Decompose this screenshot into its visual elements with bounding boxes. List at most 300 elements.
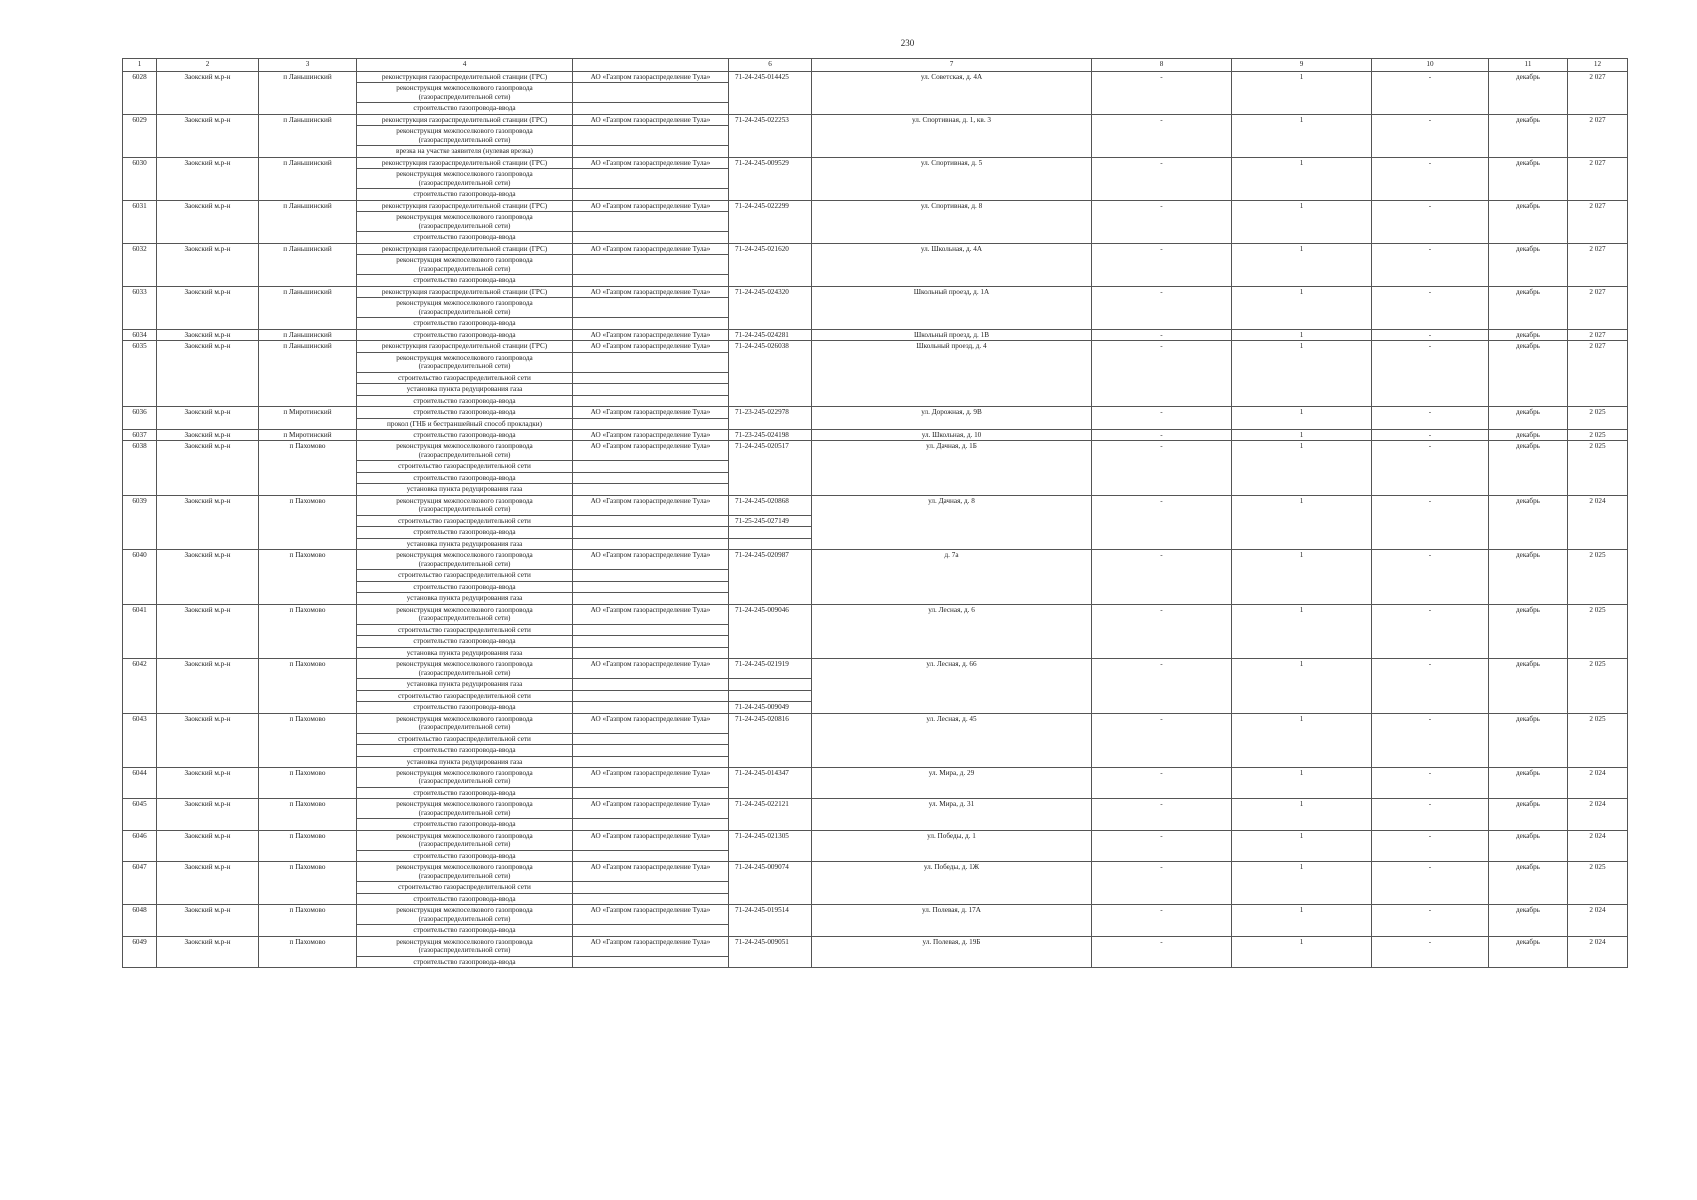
work-type-cell: строительство газопровода-ввода	[357, 745, 573, 756]
col10-cell: -	[1372, 495, 1489, 549]
col10-cell: -	[1372, 905, 1489, 936]
row-number: 6036	[123, 407, 157, 430]
code-cell: 71-24-245-019514	[729, 905, 812, 936]
work-type-cell: реконструкция межпоселкового газопровода (газораспределительной сети)	[357, 936, 573, 956]
district-cell: Заокский м.р-н	[157, 905, 259, 936]
month-cell: декабрь	[1489, 329, 1568, 340]
year-cell: 2 025	[1568, 407, 1628, 430]
month-cell: декабрь	[1489, 713, 1568, 767]
work-type-cell: установка пункта редуцирования газа	[357, 538, 573, 549]
organization-cell-empty	[573, 126, 729, 146]
month-cell: декабрь	[1489, 286, 1568, 329]
table-row	[123, 659, 1628, 679]
organization-cell-empty	[573, 83, 729, 103]
table-row	[123, 905, 1628, 925]
col10-cell: -	[1372, 659, 1489, 713]
row-number: 6042	[123, 659, 157, 713]
locality-cell: п Пахомово	[259, 713, 357, 767]
col8-cell: -	[1092, 341, 1232, 407]
year-cell: 2 025	[1568, 659, 1628, 713]
code-cell: 71-25-245-027149	[729, 515, 812, 526]
work-type-cell: реконструкция межпоселкового газопровода (газораспределительной сети)	[357, 799, 573, 819]
locality-cell: п Пахомово	[259, 830, 357, 861]
district-cell: Заокский м.р-н	[157, 407, 259, 430]
col10-cell: -	[1372, 936, 1489, 967]
month-cell: декабрь	[1489, 157, 1568, 200]
organization-cell: АО «Газпром газораспределение Тула»	[573, 243, 729, 254]
district-cell: Заокский м.р-н	[157, 799, 259, 830]
locality-cell: п Пахомово	[259, 936, 357, 967]
organization-cell-empty	[573, 103, 729, 114]
month-cell: декабрь	[1489, 799, 1568, 830]
district-cell: Заокский м.р-н	[157, 768, 259, 799]
address-cell: ул. Дачная, д. 8	[812, 495, 1092, 549]
col8-cell: -	[1092, 905, 1232, 936]
code-cell: 71-24-245-022121	[729, 799, 812, 830]
work-type-cell: строительство газопровода-ввода	[357, 329, 573, 340]
locality-cell: п Ланьшинский	[259, 286, 357, 329]
organization-cell-empty	[573, 787, 729, 798]
work-type-cell: установка пункта редуцирования газа	[357, 484, 573, 495]
col10-cell: -	[1372, 441, 1489, 495]
col10-cell: -	[1372, 550, 1489, 604]
district-cell: Заокский м.р-н	[157, 830, 259, 861]
col9-cell: 1	[1232, 495, 1372, 549]
code-cell: 71-24-245-014425	[729, 72, 812, 115]
code-cell: 71-24-245-021919	[729, 659, 812, 679]
col10-cell: -	[1372, 799, 1489, 830]
work-type-cell: реконструкция межпоселкового газопровода (газораспределительной сети)	[357, 713, 573, 733]
column-header: 1	[123, 59, 157, 72]
address-cell: ул. Лесная, д. 66	[812, 659, 1092, 713]
col8-cell: -	[1092, 243, 1232, 286]
work-type-cell: строительство газопровода-ввода	[357, 581, 573, 592]
organization-cell-empty	[573, 189, 729, 200]
code-cell: 71-24-245-020816	[729, 713, 812, 767]
row-number: 6033	[123, 286, 157, 329]
month-cell: декабрь	[1489, 200, 1568, 243]
address-cell: д. 7а	[812, 550, 1092, 604]
col8-cell: -	[1092, 550, 1232, 604]
table-row	[123, 862, 1628, 882]
organization-cell: АО «Газпром газораспределение Тула»	[573, 713, 729, 733]
column-header	[573, 59, 729, 72]
col9-cell: 1	[1232, 604, 1372, 658]
col8-cell: -	[1092, 936, 1232, 967]
work-type-cell: строительство газопровода-ввода	[357, 318, 573, 329]
col9-cell: 1	[1232, 72, 1372, 115]
code-cell	[729, 690, 812, 701]
organization-cell-empty	[573, 690, 729, 701]
column-header: 11	[1489, 59, 1568, 72]
col10-cell: -	[1372, 72, 1489, 115]
month-cell: декабрь	[1489, 341, 1568, 407]
organization-cell: АО «Газпром газораспределение Тула»	[573, 862, 729, 882]
organization-cell: АО «Газпром газораспределение Тула»	[573, 936, 729, 956]
table-row	[123, 341, 1628, 352]
address-cell: ул. Спортивная, д. 8	[812, 200, 1092, 243]
year-cell: 2 025	[1568, 604, 1628, 658]
code-cell: 71-24-245-020868	[729, 495, 812, 515]
row-number: 6029	[123, 114, 157, 157]
col10-cell: -	[1372, 200, 1489, 243]
col8-cell: -	[1092, 72, 1232, 115]
table-body	[123, 72, 1628, 968]
table-row	[123, 550, 1628, 570]
work-type-cell: прокол (ГНБ и бестраншейный способ прокладки)	[357, 418, 573, 429]
organization-cell-empty	[573, 593, 729, 604]
code-cell	[729, 538, 812, 549]
col8-cell: -	[1092, 659, 1232, 713]
row-number: 6038	[123, 441, 157, 495]
col10-cell: -	[1372, 830, 1489, 861]
code-cell: 71-24-245-021620	[729, 243, 812, 286]
work-type-cell: реконструкция газораспределительной станции (ГРС)	[357, 72, 573, 83]
col9-cell: 1	[1232, 441, 1372, 495]
organization-cell: АО «Газпром газораспределение Тула»	[573, 407, 729, 418]
table-row	[123, 768, 1628, 788]
organization-cell: АО «Газпром газораспределение Тула»	[573, 830, 729, 850]
year-cell: 2 025	[1568, 550, 1628, 604]
district-cell: Заокский м.р-н	[157, 72, 259, 115]
year-cell: 2 025	[1568, 441, 1628, 495]
col9-cell: 1	[1232, 659, 1372, 713]
locality-cell: п Ланьшинский	[259, 243, 357, 286]
work-type-cell: реконструкция газораспределительной станции (ГРС)	[357, 200, 573, 211]
work-type-cell: строительство газораспределительной сети	[357, 882, 573, 893]
col10-cell: -	[1372, 604, 1489, 658]
locality-cell: п Пахомово	[259, 495, 357, 549]
work-type-cell: реконструкция межпоселкового газопровода (газораспределительной сети)	[357, 126, 573, 146]
col8-cell: -	[1092, 862, 1232, 905]
district-cell: Заокский м.р-н	[157, 429, 259, 440]
code-cell: 71-24-245-020987	[729, 550, 812, 604]
code-cell: 71-24-245-020517	[729, 441, 812, 495]
col9-cell: 1	[1232, 830, 1372, 861]
address-cell: ул. Лесная, д. 6	[812, 604, 1092, 658]
month-cell: декабрь	[1489, 429, 1568, 440]
year-cell: 2 027	[1568, 329, 1628, 340]
column-header: 3	[259, 59, 357, 72]
organization-cell-empty	[573, 461, 729, 472]
year-cell: 2 024	[1568, 830, 1628, 861]
col8-cell: -	[1092, 768, 1232, 799]
district-cell: Заокский м.р-н	[157, 604, 259, 658]
organization-cell: АО «Газпром газораспределение Тула»	[573, 114, 729, 125]
col10-cell: -	[1372, 114, 1489, 157]
table-row	[123, 713, 1628, 733]
address-cell: Школьный проезд, д. 1В	[812, 329, 1092, 340]
work-type-cell: строительство газораспределительной сети	[357, 515, 573, 526]
work-type-cell: установка пункта редуцирования газа	[357, 593, 573, 604]
address-cell: ул. Спортивная, д. 5	[812, 157, 1092, 200]
year-cell: 2 027	[1568, 72, 1628, 115]
row-number: 6030	[123, 157, 157, 200]
address-cell: ул. Школьная, д. 10	[812, 429, 1092, 440]
organization-cell-empty	[573, 702, 729, 713]
work-type-cell: строительство газораспределительной сети	[357, 733, 573, 744]
locality-cell: п Ланьшинский	[259, 200, 357, 243]
work-type-cell: реконструкция газораспределительной станции (ГРС)	[357, 286, 573, 297]
row-number: 6037	[123, 429, 157, 440]
organization-cell-empty	[573, 318, 729, 329]
code-cell: 71-24-245-024281	[729, 329, 812, 340]
organization-cell-empty	[573, 819, 729, 830]
organization-cell: АО «Газпром газораспределение Тула»	[573, 286, 729, 297]
month-cell: декабрь	[1489, 936, 1568, 967]
work-type-cell: строительство газораспределительной сети	[357, 570, 573, 581]
work-type-cell: реконструкция межпоселкового газопровода (газораспределительной сети)	[357, 550, 573, 570]
col10-cell: -	[1372, 713, 1489, 767]
work-type-cell: строительство газопровода-ввода	[357, 429, 573, 440]
work-type-cell: реконструкция межпоселкового газопровода (газораспределительной сети)	[357, 830, 573, 850]
organization-cell-empty	[573, 647, 729, 658]
page-number: 230	[900, 38, 915, 48]
col8-cell: -	[1092, 114, 1232, 157]
month-cell: декабрь	[1489, 243, 1568, 286]
code-cell: 71-24-245-009046	[729, 604, 812, 658]
row-number: 6040	[123, 550, 157, 604]
row-number: 6028	[123, 72, 157, 115]
locality-cell: п Пахомово	[259, 550, 357, 604]
work-type-cell: строительство газопровода-ввода	[357, 702, 573, 713]
column-header: 7	[812, 59, 1092, 72]
locality-cell: п Пахомово	[259, 799, 357, 830]
district-cell: Заокский м.р-н	[157, 157, 259, 200]
year-cell: 2 025	[1568, 862, 1628, 905]
month-cell: декабрь	[1489, 114, 1568, 157]
organization-cell-empty	[573, 472, 729, 483]
address-cell: ул. Лесная, д. 45	[812, 713, 1092, 767]
locality-cell: п Ланьшинский	[259, 329, 357, 340]
column-header: 6	[729, 59, 812, 72]
table-row	[123, 441, 1628, 461]
col8-cell: -	[1092, 495, 1232, 549]
work-type-cell: строительство газораспределительной сети	[357, 690, 573, 701]
address-cell: ул. Полевая, д. 19Б	[812, 936, 1092, 967]
work-type-cell: реконструкция межпоселкового газопровода (газораспределительной сети)	[357, 255, 573, 275]
work-type-cell: строительство газопровода-ввода	[357, 103, 573, 114]
month-cell: декабрь	[1489, 495, 1568, 549]
organization-cell-empty	[573, 925, 729, 936]
organization-cell-empty	[573, 515, 729, 526]
year-cell: 2 024	[1568, 799, 1628, 830]
work-type-cell: врезка на участке заявителя (нулевая врезка)	[357, 146, 573, 157]
col9-cell: 1	[1232, 407, 1372, 430]
organization-cell: АО «Газпром газораспределение Тула»	[573, 341, 729, 352]
table-header-row	[123, 59, 1628, 72]
work-type-cell: реконструкция межпоселкового газопровода (газораспределительной сети)	[357, 83, 573, 103]
col8-cell: -	[1092, 604, 1232, 658]
row-number: 6048	[123, 905, 157, 936]
locality-cell: п Пахомово	[259, 659, 357, 713]
organization-cell: АО «Газпром газораспределение Тула»	[573, 604, 729, 624]
row-number: 6032	[123, 243, 157, 286]
organization-cell-empty	[573, 956, 729, 967]
col9-cell: 1	[1232, 329, 1372, 340]
organization-cell-empty	[573, 418, 729, 429]
table-row	[123, 799, 1628, 819]
district-cell: Заокский м.р-н	[157, 286, 259, 329]
month-cell: декабрь	[1489, 905, 1568, 936]
table-row	[123, 114, 1628, 125]
locality-cell: п Ланьшинский	[259, 341, 357, 407]
year-cell: 2 025	[1568, 429, 1628, 440]
address-cell: ул. Школьная, д. 4А	[812, 243, 1092, 286]
organization-cell-empty	[573, 893, 729, 904]
organization-cell: АО «Газпром газораспределение Тула»	[573, 200, 729, 211]
district-cell: Заокский м.р-н	[157, 329, 259, 340]
organization-cell: АО «Газпром газораспределение Тула»	[573, 799, 729, 819]
work-type-cell: реконструкция межпоселкового газопровода (газораспределительной сети)	[357, 768, 573, 788]
address-cell: ул. Победы, д. 1Ж	[812, 862, 1092, 905]
year-cell: 2 027	[1568, 114, 1628, 157]
row-number: 6041	[123, 604, 157, 658]
code-cell: 71-24-245-024320	[729, 286, 812, 329]
year-cell: 2 024	[1568, 905, 1628, 936]
col9-cell: 1	[1232, 341, 1372, 407]
col8-cell: -	[1092, 830, 1232, 861]
year-cell: 2 027	[1568, 243, 1628, 286]
organization-cell-empty	[573, 733, 729, 744]
organization-cell: АО «Газпром газораспределение Тула»	[573, 157, 729, 168]
work-type-cell: строительство газопровода-ввода	[357, 893, 573, 904]
col9-cell: 1	[1232, 862, 1372, 905]
work-type-cell: установка пункта редуцирования газа	[357, 647, 573, 658]
work-type-cell: строительство газопровода-ввода	[357, 407, 573, 418]
table-row	[123, 936, 1628, 956]
address-cell: ул. Мира, д. 31	[812, 799, 1092, 830]
address-cell: ул. Советская, д. 4А	[812, 72, 1092, 115]
address-cell: ул. Мира, д. 29	[812, 768, 1092, 799]
locality-cell: п Ланьшинский	[259, 114, 357, 157]
work-type-cell: строительство газопровода-ввода	[357, 925, 573, 936]
code-cell	[729, 679, 812, 690]
year-cell: 2 024	[1568, 768, 1628, 799]
address-cell: ул. Победы, д. 1	[812, 830, 1092, 861]
col9-cell: 1	[1232, 768, 1372, 799]
organization-cell: АО «Газпром газораспределение Тула»	[573, 550, 729, 570]
organization-cell: АО «Газпром газораспределение Тула»	[573, 441, 729, 461]
organization-cell-empty	[573, 745, 729, 756]
code-cell: 71-24-245-009051	[729, 936, 812, 967]
district-cell: Заокский м.р-н	[157, 200, 259, 243]
address-cell: Школьный проезд, д. 1А	[812, 286, 1092, 329]
col8-cell: -	[1092, 713, 1232, 767]
district-cell: Заокский м.р-н	[157, 495, 259, 549]
work-type-cell: строительство газопровода-ввода	[357, 232, 573, 243]
work-type-cell: реконструкция межпоселкового газопровода (газораспределительной сети)	[357, 659, 573, 679]
work-type-cell: строительство газопровода-ввода	[357, 472, 573, 483]
code-cell: 71-24-245-021305	[729, 830, 812, 861]
column-header: 8	[1092, 59, 1232, 72]
organization-cell: АО «Газпром газораспределение Тула»	[573, 659, 729, 679]
code-cell: 71-24-245-014347	[729, 768, 812, 799]
organization-cell-empty	[573, 624, 729, 635]
organization-cell-empty	[573, 169, 729, 189]
work-type-cell: реконструкция межпоселкового газопровода (газораспределительной сети)	[357, 604, 573, 624]
row-number: 6039	[123, 495, 157, 549]
col9-cell: 1	[1232, 713, 1372, 767]
organization-cell-empty	[573, 232, 729, 243]
organization-cell-empty	[573, 882, 729, 893]
district-cell: Заокский м.р-н	[157, 114, 259, 157]
work-type-cell: строительство газопровода-ввода	[357, 850, 573, 861]
col9-cell: 1	[1232, 799, 1372, 830]
col10-cell: -	[1372, 286, 1489, 329]
table-row	[123, 429, 1628, 440]
month-cell: декабрь	[1489, 830, 1568, 861]
district-cell: Заокский м.р-н	[157, 659, 259, 713]
col8-cell: -	[1092, 429, 1232, 440]
code-cell: 71-24-245-009049	[729, 702, 812, 713]
row-number: 6031	[123, 200, 157, 243]
locality-cell: п Пахомово	[259, 768, 357, 799]
organization-cell-empty	[573, 527, 729, 538]
organization-cell-empty	[573, 352, 729, 372]
code-cell: 71-24-245-026038	[729, 341, 812, 407]
work-type-cell: реконструкция межпоселкового газопровода (газораспределительной сети)	[357, 862, 573, 882]
column-header: 12	[1568, 59, 1628, 72]
work-type-cell: реконструкция газораспределительной станции (ГРС)	[357, 243, 573, 254]
col9-cell: 1	[1232, 243, 1372, 286]
month-cell: декабрь	[1489, 407, 1568, 430]
work-type-cell: строительство газопровода-ввода	[357, 275, 573, 286]
document-table-wrapper	[122, 58, 1627, 968]
table-row	[123, 329, 1628, 340]
district-cell: Заокский м.р-н	[157, 936, 259, 967]
col8-cell: -	[1092, 200, 1232, 243]
month-cell: декабрь	[1489, 72, 1568, 115]
organization-cell-empty	[573, 212, 729, 232]
address-cell: ул. Дачная, д. 1Б	[812, 441, 1092, 495]
district-cell: Заокский м.р-н	[157, 713, 259, 767]
col9-cell: 1	[1232, 157, 1372, 200]
work-type-cell: реконструкция межпоселкового газопровода (газораспределительной сети)	[357, 298, 573, 318]
locality-cell: п Пахомово	[259, 862, 357, 905]
gas-works-table	[122, 58, 1628, 968]
district-cell: Заокский м.р-н	[157, 341, 259, 407]
locality-cell: п Миротинский	[259, 407, 357, 430]
table-row	[123, 200, 1628, 211]
organization-cell-empty	[573, 636, 729, 647]
col10-cell: -	[1372, 862, 1489, 905]
organization-cell: АО «Газпром газораспределение Тула»	[573, 429, 729, 440]
code-cell: 71-23-245-022978	[729, 407, 812, 430]
work-type-cell: реконструкция межпоселкового газопровода (газораспределительной сети)	[357, 441, 573, 461]
column-header: 2	[157, 59, 259, 72]
row-number: 6049	[123, 936, 157, 967]
work-type-cell: строительство газопровода-ввода	[357, 956, 573, 967]
month-cell: декабрь	[1489, 604, 1568, 658]
table-row	[123, 830, 1628, 850]
col9-cell: 1	[1232, 936, 1372, 967]
code-cell: 71-23-245-024198	[729, 429, 812, 440]
table-row	[123, 604, 1628, 624]
row-number: 6044	[123, 768, 157, 799]
code-cell: 71-24-245-022299	[729, 200, 812, 243]
work-type-cell: реконструкция межпоселкового газопровода (газораспределительной сети)	[357, 352, 573, 372]
district-cell: Заокский м.р-н	[157, 550, 259, 604]
year-cell: 2 027	[1568, 341, 1628, 407]
col9-cell: 1	[1232, 200, 1372, 243]
organization-cell-empty	[573, 298, 729, 318]
work-type-cell: установка пункта редуцирования газа	[357, 384, 573, 395]
work-type-cell: реконструкция межпоселкового газопровода (газораспределительной сети)	[357, 169, 573, 189]
work-type-cell: реконструкция межпоселкового газопровода (газораспределительной сети)	[357, 905, 573, 925]
row-number: 6047	[123, 862, 157, 905]
address-cell: ул. Спортивная, д. 1, кв. 3	[812, 114, 1092, 157]
